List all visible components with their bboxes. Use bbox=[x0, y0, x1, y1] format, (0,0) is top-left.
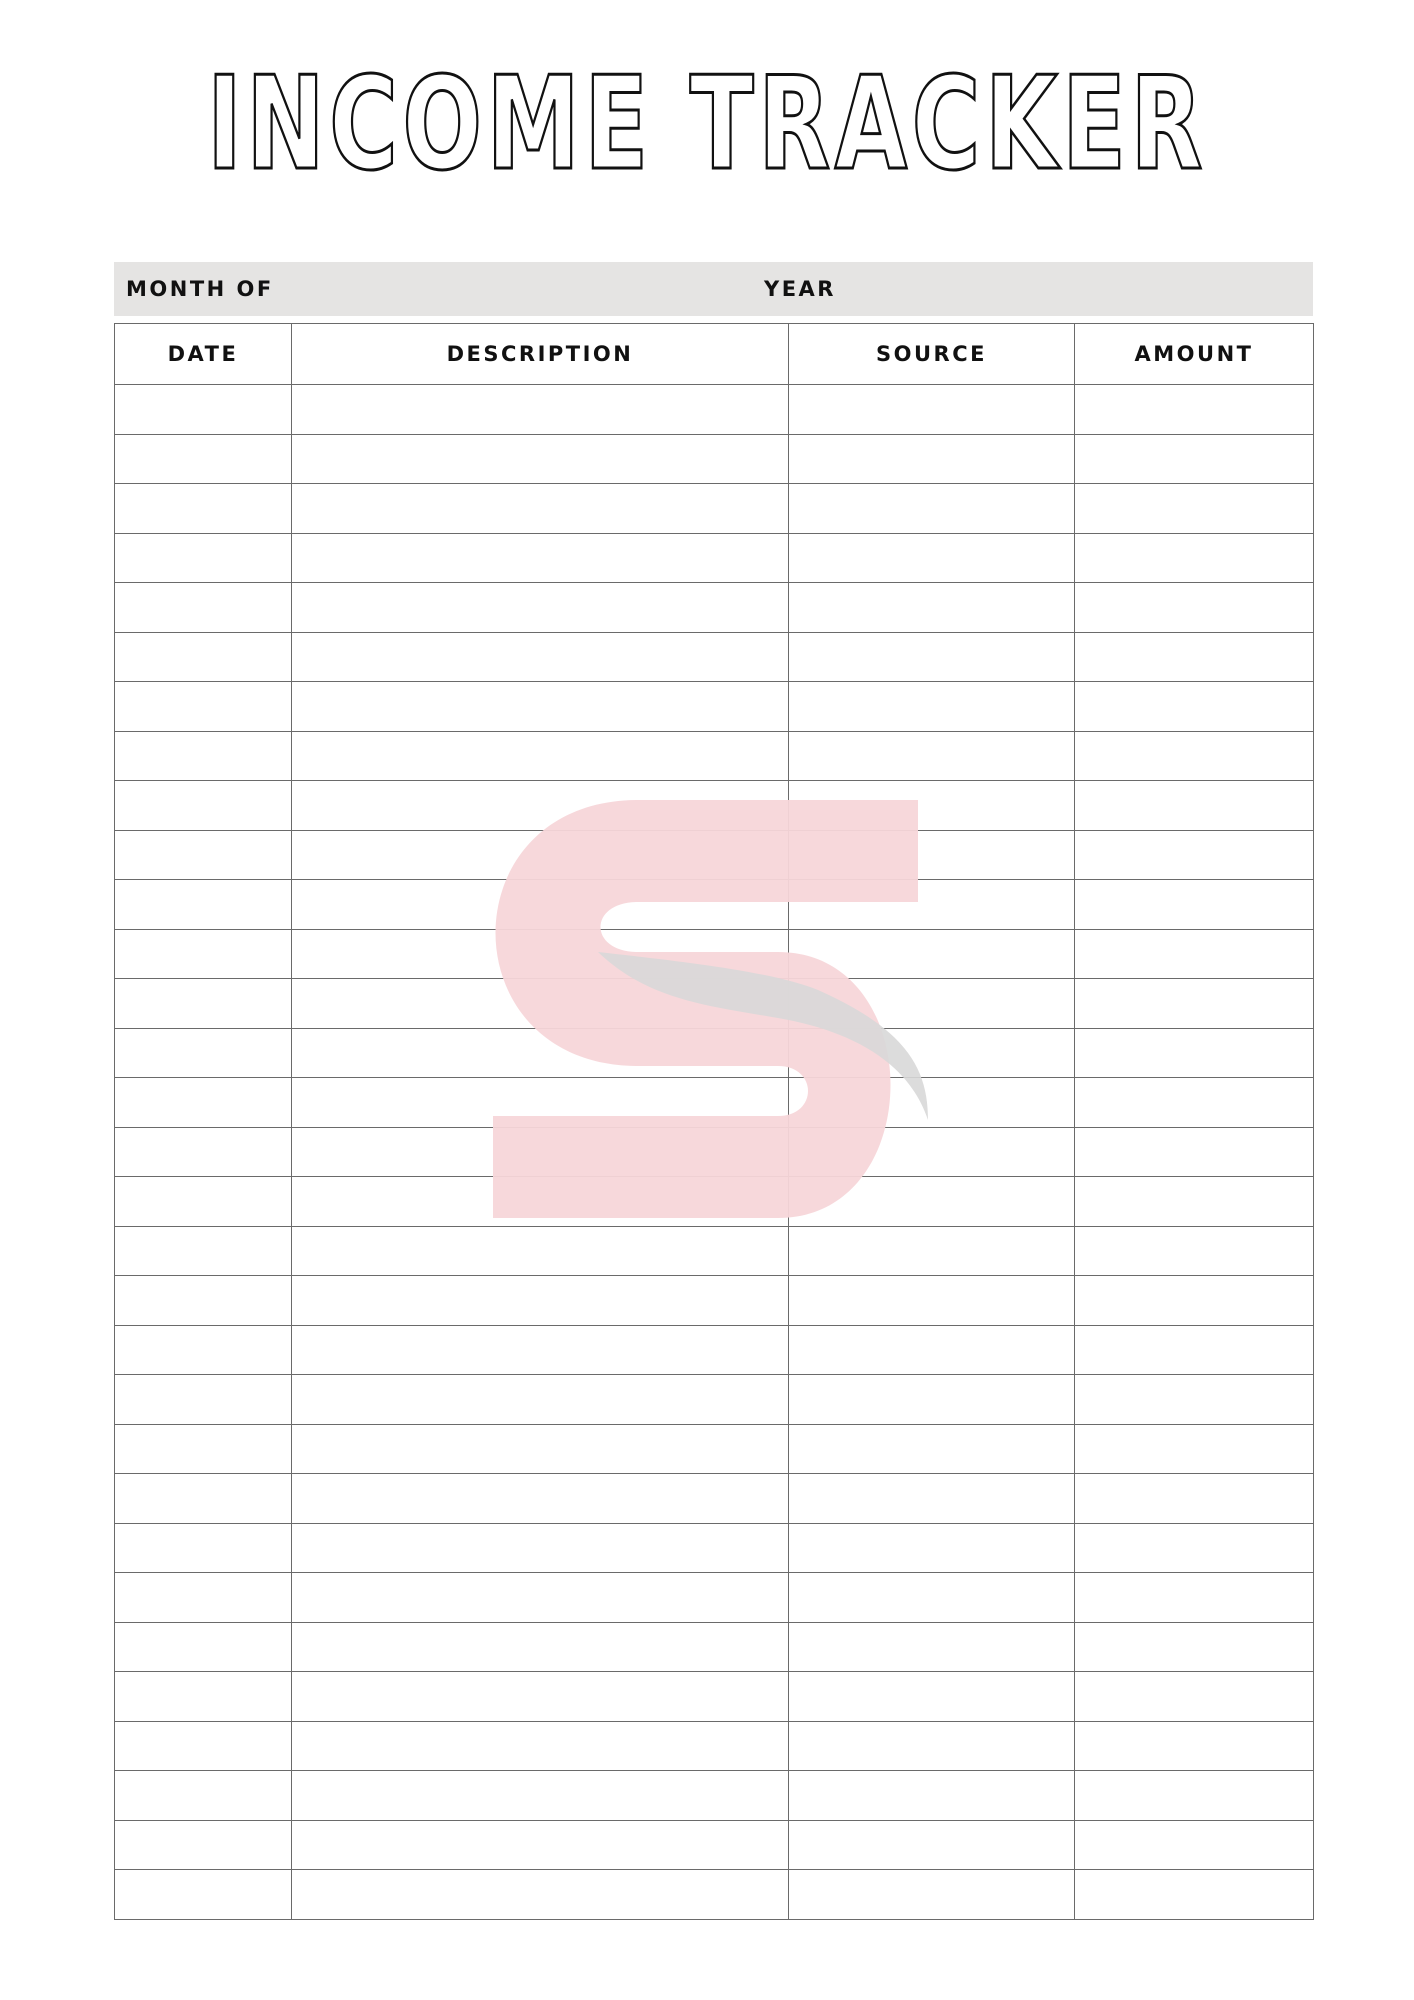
table-cell-date[interactable] bbox=[115, 385, 292, 435]
table-cell-amount[interactable] bbox=[1075, 1721, 1314, 1771]
table-cell-date[interactable] bbox=[115, 1721, 292, 1771]
table-cell-date[interactable] bbox=[115, 1375, 292, 1425]
table-cell-description[interactable] bbox=[292, 731, 789, 781]
table-cell-date[interactable] bbox=[115, 781, 292, 831]
table-cell-amount[interactable] bbox=[1075, 1523, 1314, 1573]
income-table bbox=[114, 323, 1314, 1920]
table-row bbox=[115, 1276, 1314, 1326]
table-cell-date[interactable] bbox=[115, 1474, 292, 1524]
table-cell-description[interactable] bbox=[292, 1523, 789, 1573]
table-cell-description[interactable] bbox=[292, 929, 789, 979]
table-cell-amount[interactable] bbox=[1075, 533, 1314, 583]
page-title bbox=[0, 40, 1414, 190]
table-cell-description[interactable] bbox=[292, 1028, 789, 1078]
table-cell-source[interactable] bbox=[789, 1870, 1075, 1920]
table-cell-source[interactable] bbox=[789, 880, 1075, 930]
table-cell-date[interactable] bbox=[115, 1177, 292, 1227]
table-cell-date[interactable] bbox=[115, 979, 292, 1029]
table-row bbox=[115, 434, 1314, 484]
table-cell-description[interactable] bbox=[292, 1870, 789, 1920]
table-cell-source[interactable] bbox=[789, 1622, 1075, 1672]
table-row bbox=[115, 1771, 1314, 1821]
table-cell-amount[interactable] bbox=[1075, 1573, 1314, 1623]
table-row bbox=[115, 484, 1314, 534]
table-cell-date[interactable] bbox=[115, 929, 292, 979]
table-cell-amount[interactable] bbox=[1075, 1276, 1314, 1326]
table-cell-source[interactable] bbox=[789, 1375, 1075, 1425]
table-cell-source[interactable] bbox=[789, 1325, 1075, 1375]
table-cell-source[interactable] bbox=[789, 385, 1075, 435]
table-row bbox=[115, 1078, 1314, 1128]
table-cell-description[interactable] bbox=[292, 1177, 789, 1227]
table-cell-amount[interactable] bbox=[1075, 929, 1314, 979]
table-row bbox=[115, 1226, 1314, 1276]
table-cell-amount[interactable] bbox=[1075, 434, 1314, 484]
table-cell-date[interactable] bbox=[115, 1325, 292, 1375]
table-cell-amount[interactable] bbox=[1075, 1424, 1314, 1474]
table-cell-description[interactable] bbox=[292, 385, 789, 435]
table-cell-date[interactable] bbox=[115, 434, 292, 484]
table-cell-date[interactable] bbox=[115, 731, 292, 781]
table-row bbox=[115, 1721, 1314, 1771]
table-cell-source[interactable] bbox=[789, 1820, 1075, 1870]
table-cell-date[interactable] bbox=[115, 880, 292, 930]
table-row bbox=[115, 731, 1314, 781]
table-cell-source[interactable] bbox=[789, 1424, 1075, 1474]
table-cell-date[interactable] bbox=[115, 1226, 292, 1276]
table-cell-description[interactable] bbox=[292, 1771, 789, 1821]
table-cell-description[interactable] bbox=[292, 583, 789, 633]
table-cell-amount[interactable] bbox=[1075, 1078, 1314, 1128]
table-cell-amount[interactable] bbox=[1075, 1771, 1314, 1821]
table-row bbox=[115, 830, 1314, 880]
table-cell-amount[interactable] bbox=[1075, 682, 1314, 732]
table-cell-source[interactable] bbox=[789, 434, 1075, 484]
table-cell-description[interactable] bbox=[292, 1325, 789, 1375]
table-cell-date[interactable] bbox=[115, 1622, 292, 1672]
table-cell-source[interactable] bbox=[789, 682, 1075, 732]
table-cell-source[interactable] bbox=[789, 484, 1075, 534]
table-cell-date[interactable] bbox=[115, 1523, 292, 1573]
table-cell-description[interactable] bbox=[292, 1622, 789, 1672]
table-cell-description[interactable] bbox=[292, 979, 789, 1029]
table-row bbox=[115, 1375, 1314, 1425]
table-row bbox=[115, 1325, 1314, 1375]
table-row bbox=[115, 1672, 1314, 1722]
table-cell-date[interactable] bbox=[115, 484, 292, 534]
table-cell-description[interactable] bbox=[292, 484, 789, 534]
table-cell-description[interactable] bbox=[292, 880, 789, 930]
table-cell-amount[interactable] bbox=[1075, 1622, 1314, 1672]
table-cell-amount[interactable] bbox=[1075, 1375, 1314, 1425]
table-cell-date[interactable] bbox=[115, 830, 292, 880]
table-cell-description[interactable] bbox=[292, 1721, 789, 1771]
table-cell-amount[interactable] bbox=[1075, 484, 1314, 534]
table-row bbox=[115, 880, 1314, 930]
table-cell-description[interactable] bbox=[292, 1127, 789, 1177]
table-cell-source[interactable] bbox=[789, 632, 1075, 682]
table-cell-date[interactable] bbox=[115, 1870, 292, 1920]
page-title-text: INCOME TRACKER bbox=[207, 50, 1207, 190]
table-cell-amount[interactable] bbox=[1075, 1177, 1314, 1227]
table-cell-description[interactable] bbox=[292, 632, 789, 682]
table-row bbox=[115, 632, 1314, 682]
table-row bbox=[115, 1622, 1314, 1672]
table-cell-date[interactable] bbox=[115, 1276, 292, 1326]
table-cell-date[interactable] bbox=[115, 533, 292, 583]
column-header-date: DATE bbox=[115, 324, 292, 385]
table-cell-description[interactable] bbox=[292, 1474, 789, 1524]
month-year-bar bbox=[114, 262, 1313, 316]
table-row bbox=[115, 1523, 1314, 1573]
column-header-description: DESCRIPTION bbox=[292, 324, 789, 385]
table-cell-date[interactable] bbox=[115, 1028, 292, 1078]
table-cell-source[interactable] bbox=[789, 1771, 1075, 1821]
table-row bbox=[115, 1028, 1314, 1078]
table-cell-source[interactable] bbox=[789, 929, 1075, 979]
table-cell-source[interactable] bbox=[789, 1226, 1075, 1276]
table-cell-source[interactable] bbox=[789, 1721, 1075, 1771]
table-cell-amount[interactable] bbox=[1075, 1226, 1314, 1276]
table-row bbox=[115, 385, 1314, 435]
income-table-container bbox=[114, 323, 1313, 1932]
table-row bbox=[115, 583, 1314, 633]
table-row bbox=[115, 1474, 1314, 1524]
table-row bbox=[115, 533, 1314, 583]
table-cell-source[interactable] bbox=[789, 1177, 1075, 1227]
table-cell-date[interactable] bbox=[115, 1078, 292, 1128]
table-cell-amount[interactable] bbox=[1075, 830, 1314, 880]
table-cell-description[interactable] bbox=[292, 1672, 789, 1722]
table-row bbox=[115, 1870, 1314, 1920]
table-cell-source[interactable] bbox=[789, 1028, 1075, 1078]
table-cell-date[interactable] bbox=[115, 1771, 292, 1821]
table-cell-source[interactable] bbox=[789, 1127, 1075, 1177]
table-row bbox=[115, 1127, 1314, 1177]
column-header-amount: AMOUNT bbox=[1075, 324, 1314, 385]
table-cell-source[interactable] bbox=[789, 583, 1075, 633]
table-cell-amount[interactable] bbox=[1075, 1325, 1314, 1375]
table-cell-description[interactable] bbox=[292, 1424, 789, 1474]
table-cell-amount[interactable] bbox=[1075, 1127, 1314, 1177]
table-cell-description[interactable] bbox=[292, 1276, 789, 1326]
table-cell-amount[interactable] bbox=[1075, 1672, 1314, 1722]
table-cell-source[interactable] bbox=[789, 731, 1075, 781]
column-header-source: SOURCE bbox=[789, 324, 1075, 385]
table-row bbox=[115, 1424, 1314, 1474]
table-cell-source[interactable] bbox=[789, 830, 1075, 880]
table-cell-source[interactable] bbox=[789, 1474, 1075, 1524]
table-cell-description[interactable] bbox=[292, 682, 789, 732]
table-header-row bbox=[115, 324, 1314, 385]
table-row bbox=[115, 1820, 1314, 1870]
table-cell-amount[interactable] bbox=[1075, 781, 1314, 831]
month-of-label: MONTH OF bbox=[126, 277, 274, 301]
table-cell-description[interactable] bbox=[292, 1573, 789, 1623]
table-cell-source[interactable] bbox=[789, 1078, 1075, 1128]
table-cell-source[interactable] bbox=[789, 781, 1075, 831]
table-cell-amount[interactable] bbox=[1075, 1820, 1314, 1870]
table-cell-amount[interactable] bbox=[1075, 1870, 1314, 1920]
table-cell-description[interactable] bbox=[292, 434, 789, 484]
table-cell-date[interactable] bbox=[115, 1672, 292, 1722]
table-cell-date[interactable] bbox=[115, 1573, 292, 1623]
table-row bbox=[115, 1573, 1314, 1623]
table-cell-source[interactable] bbox=[789, 1523, 1075, 1573]
table-cell-amount[interactable] bbox=[1075, 731, 1314, 781]
table-cell-source[interactable] bbox=[789, 1276, 1075, 1326]
year-label: YEAR bbox=[764, 277, 836, 301]
table-cell-date[interactable] bbox=[115, 1127, 292, 1177]
table-cell-amount[interactable] bbox=[1075, 880, 1314, 930]
table-row bbox=[115, 682, 1314, 732]
table-cell-description[interactable] bbox=[292, 1375, 789, 1425]
table-row bbox=[115, 781, 1314, 831]
table-cell-description[interactable] bbox=[292, 1226, 789, 1276]
table-cell-description[interactable] bbox=[292, 1820, 789, 1870]
table-cell-date[interactable] bbox=[115, 632, 292, 682]
table-cell-amount[interactable] bbox=[1075, 1474, 1314, 1524]
table-cell-date[interactable] bbox=[115, 682, 292, 732]
table-row bbox=[115, 979, 1314, 1029]
table-cell-source[interactable] bbox=[789, 1672, 1075, 1722]
table-cell-date[interactable] bbox=[115, 583, 292, 633]
table-cell-amount[interactable] bbox=[1075, 583, 1314, 633]
table-cell-description[interactable] bbox=[292, 1078, 789, 1128]
table-cell-source[interactable] bbox=[789, 1573, 1075, 1623]
table-cell-source[interactable] bbox=[789, 979, 1075, 1029]
table-cell-description[interactable] bbox=[292, 781, 789, 831]
table-cell-description[interactable] bbox=[292, 533, 789, 583]
table-row bbox=[115, 1177, 1314, 1227]
table-cell-amount[interactable] bbox=[1075, 1028, 1314, 1078]
table-cell-amount[interactable] bbox=[1075, 979, 1314, 1029]
table-cell-source[interactable] bbox=[789, 533, 1075, 583]
table-cell-amount[interactable] bbox=[1075, 385, 1314, 435]
table-cell-description[interactable] bbox=[292, 830, 789, 880]
table-cell-date[interactable] bbox=[115, 1820, 292, 1870]
table-row bbox=[115, 929, 1314, 979]
table-body bbox=[115, 385, 1314, 1920]
table-cell-amount[interactable] bbox=[1075, 632, 1314, 682]
table-cell-date[interactable] bbox=[115, 1424, 292, 1474]
